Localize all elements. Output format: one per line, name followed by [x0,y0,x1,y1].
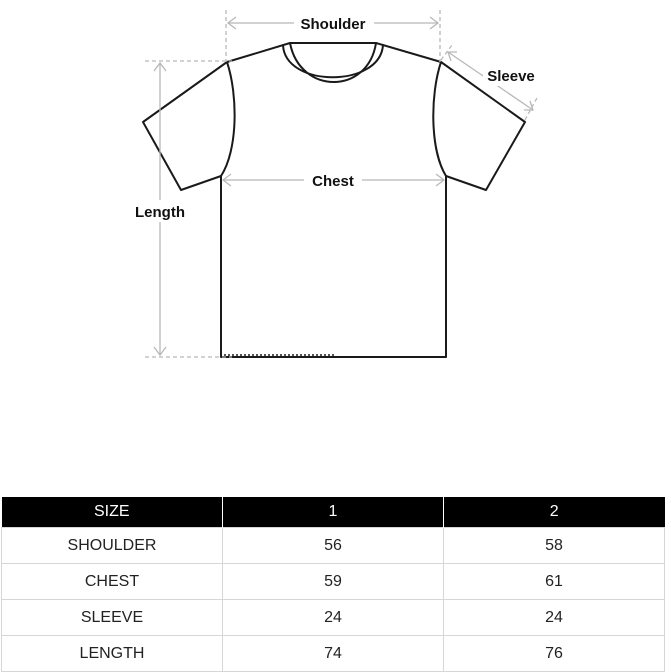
size-chart-table [1,497,665,672]
row-label: SLEEVE [2,600,223,636]
tshirt-outline [143,43,525,357]
table-row [2,564,665,600]
header-size-2: 2 [444,497,665,528]
table-header-row [2,497,665,528]
table-row [2,528,665,564]
table-cell: 59 [223,564,444,600]
table-cell: 24 [223,600,444,636]
header-size: SIZE [2,497,223,528]
row-label: CHEST [2,564,223,600]
shoulder-label: Shoulder [300,16,366,33]
row-label: LENGTH [2,636,223,672]
length-label: Length [135,204,185,221]
table-row [2,600,665,636]
table-cell: 24 [444,600,665,636]
header-size-1: 1 [223,497,444,528]
chest-label: Chest [312,173,354,190]
sleeve-label: Sleeve [487,68,535,85]
table-cell: 56 [223,528,444,564]
table-cell: 76 [444,636,665,672]
table-row [2,636,665,672]
row-label: SHOULDER [2,528,223,564]
table-cell: 61 [444,564,665,600]
table-cell: 58 [444,528,665,564]
table-cell: 74 [223,636,444,672]
